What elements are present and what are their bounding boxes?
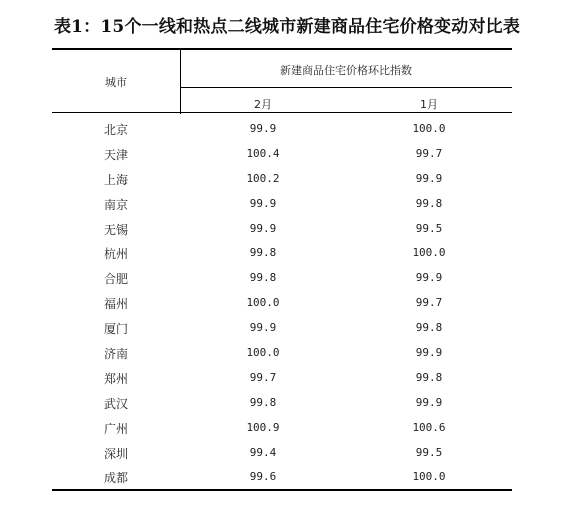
cell-feb-index: 99.6 [249, 470, 277, 484]
table-body [52, 116, 512, 489]
cell-city: 无锡 [103, 222, 128, 237]
table-row [52, 166, 512, 191]
cell-jan-index: 99.9 [415, 171, 443, 185]
cell-jan-index: 100.0 [412, 122, 446, 135]
cell-jan-index: 100.0 [412, 246, 446, 260]
cell-jan-index: 100.0 [412, 470, 446, 484]
table-title: 表1：15个一线和热点二线城市新建商品住宅价格变动对比表 [53, 17, 521, 37]
cell-city: 杭州 [103, 247, 128, 262]
header-bottom-rule [52, 112, 512, 113]
table-row [52, 464, 512, 489]
header-feb: 2月 [254, 98, 272, 111]
cell-feb-index: 99.8 [249, 395, 277, 409]
cell-city: 济南 [103, 347, 128, 362]
cell-feb-index: 99.8 [249, 246, 277, 260]
cell-jan-index: 99.9 [415, 271, 443, 285]
cell-feb-index: 99.4 [249, 445, 277, 459]
cell-city: 郑州 [103, 371, 128, 386]
header-city: 城市 [105, 76, 127, 89]
cell-city: 南京 [103, 197, 128, 212]
table-row [52, 340, 512, 365]
cell-city: 深圳 [103, 446, 128, 461]
table-bottom-rule [52, 489, 512, 491]
header-index: 新建商品住宅价格环比指数 [280, 64, 412, 77]
cell-jan-index: 99.5 [415, 221, 443, 235]
cell-city: 北京 [103, 123, 128, 137]
cell-city: 合肥 [103, 272, 128, 287]
table-row [52, 290, 512, 315]
cell-city: 厦门 [103, 322, 128, 337]
cell-city: 成都 [103, 471, 128, 486]
header-mid-rule [180, 87, 512, 88]
cell-feb-index: 99.9 [249, 122, 277, 135]
cell-jan-index: 99.8 [415, 370, 443, 384]
table-row [52, 440, 512, 465]
cell-jan-index: 99.8 [415, 321, 443, 335]
table-row [52, 315, 512, 340]
cell-city: 广州 [103, 421, 128, 436]
cell-jan-index: 99.5 [415, 445, 443, 459]
table-row [52, 191, 512, 216]
cell-feb-index: 99.9 [249, 196, 277, 210]
cell-feb-index: 100.0 [246, 346, 280, 360]
table-row [52, 390, 512, 415]
table-row [52, 265, 512, 290]
cell-jan-index: 100.6 [412, 420, 446, 434]
cell-feb-index: 100.9 [246, 420, 280, 434]
cell-jan-index: 99.9 [415, 395, 443, 409]
table-row [52, 116, 512, 141]
cell-feb-index: 99.9 [249, 321, 277, 335]
cell-city: 武汉 [103, 396, 128, 411]
cell-city: 天津 [103, 147, 128, 162]
header-jan: 1月 [420, 98, 438, 111]
cell-feb-index: 99.8 [249, 271, 277, 285]
cell-feb-index: 100.0 [246, 296, 280, 310]
cell-city: 福州 [103, 297, 128, 312]
cell-feb-index: 100.4 [246, 146, 280, 160]
cell-jan-index: 99.8 [415, 196, 443, 210]
table-row [52, 365, 512, 390]
cell-jan-index: 99.7 [415, 296, 443, 310]
table-row [52, 240, 512, 265]
cell-feb-index: 100.2 [246, 171, 280, 185]
cell-jan-index: 99.7 [415, 146, 443, 160]
table-row [52, 415, 512, 440]
cell-jan-index: 99.9 [415, 346, 443, 360]
table-row [52, 141, 512, 166]
cell-feb-index: 99.7 [249, 370, 277, 384]
table-row [52, 216, 512, 241]
cell-city: 上海 [103, 172, 128, 187]
cell-feb-index: 99.9 [249, 221, 277, 235]
table-header [52, 50, 512, 114]
